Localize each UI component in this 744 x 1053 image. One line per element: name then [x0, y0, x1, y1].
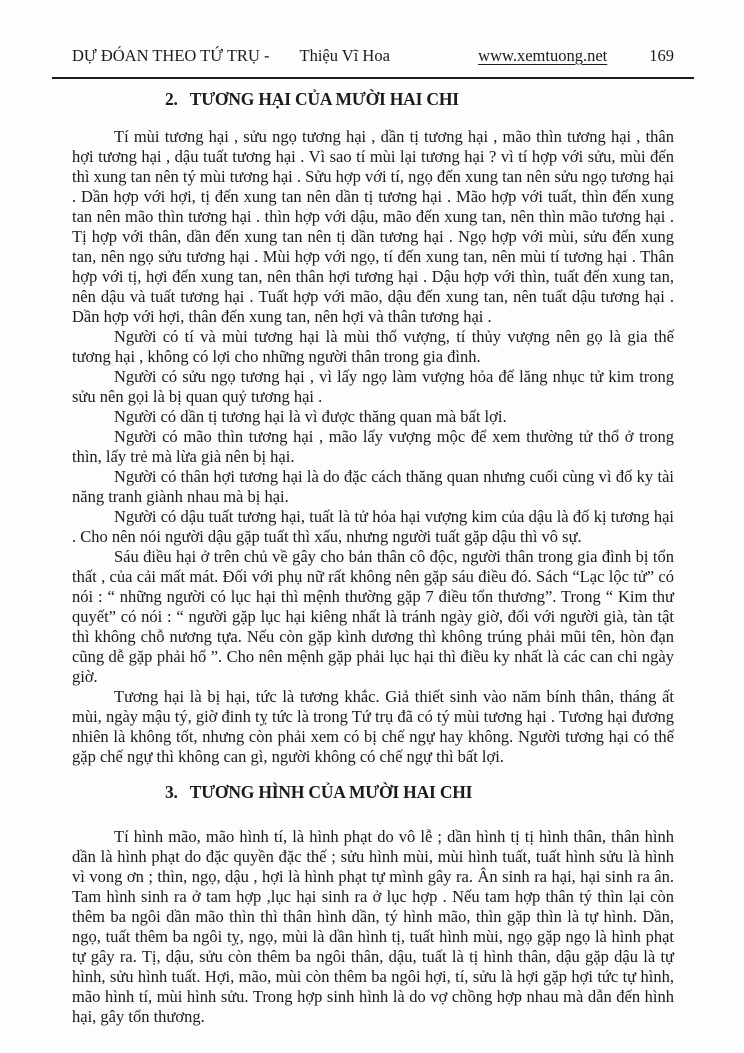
author-name: Thiệu Vĩ Hoa [299, 46, 390, 65]
page-content [72, 89, 674, 1027]
section-2-heading [165, 89, 674, 110]
section-2-number: 2. [165, 89, 178, 109]
paragraph: Người có dần tị tương hại là vì được thăng quan mà bất lợi. [114, 407, 507, 426]
paragraph: Sáu điều hại ở trên chủ về gây cho bản thân cô độc, người thân trong gia đình bị tổn thất , của cải mất mát. Đối với phụ nữ rất không nên gặp sáu điều đó. Sách “Lạc lộc tử” có nói : “ những người có lục hại thì mệnh thường gặp 7 điều tổn thương”. Trong “ Kim thư quyết” có nói : “ người gặp lục hại kiêng nhất là tránh ngày giờ, đối với người già, tàn tật thì không chỗ nương tựa. Nếu còn gặp kình dương thì không trúng phải mũi tên, hòn đạn cũng dễ gặp phải hổ ”. Cho nên mệnh gặp phải lục hại thì điều ky nhất là các can chi ngày giờ. [72, 547, 674, 686]
page-number: 169 [649, 46, 674, 65]
section-3-title: TƯƠNG HÌNH CỦA MƯỜI HAI CHI [189, 782, 473, 802]
section-3-heading [165, 782, 674, 803]
paragraph: Người có sửu ngọ tương hại , vì lấy ngọ làm vượng hỏa để lăng nhục tử kim trong sửu nên gọi là bị quan quỷ tương hại . [72, 367, 674, 406]
section-3-number: 3. [165, 782, 178, 802]
website-link: www.xemtuong.net [478, 46, 608, 65]
page-header [72, 46, 674, 66]
book-title: DỰ ĐÓAN THEO TỨ TRỤ - [72, 46, 270, 65]
paragraph: Người có dậu tuất tương hại, tuất là tử hỏa hại vượng kim của dậu là đố kị tương hại . Cho nên nói người dậu gặp tuất thì xấu, nhưng người tuất gặp dậu thì vô sự. [72, 507, 674, 546]
paragraph: Người có thân hợi tương hại là do đặc cách thăng quan nhưng cuối cùng vì đố ky tài năng tranh giành nhau mà bị hại. [72, 467, 674, 506]
paragraph: Người có mão thìn tương hại , mão lấy vượng mộc để xem thường tử thổ ở trong thìn, lấy trẻ mà lừa già nên bị hại. [72, 427, 674, 466]
paragraph: Tí mùi tương hại , sửu ngọ tương hại , dần tị tương hại , mão thìn tương hại , thân hợi tương hại , dậu tuất tương hại . Vì sao tí mùi lại tương hại ? vì tí hợp với sửu, mùi đến thì xung tan nên tý mùi tương hại . Sửu hợp với tí, ngọ đến xung tan nên sửu ngọ tương hại . Dần hợp với hợi, tị đến xung tan nên dần tị tương hại . Mão hợp với tuất, thìn đến xung tan nên mão thìn tương hại . thìn hợp với dậu, mão đến xung tan, nên thìn mão tương hại . Tị hợp với thân, dần đến xung tan nên tị dần tương hại . Ngọ hợp với mùi, sửu đến xung tan, nên ngọ sửu tương hại . Mùi hợp với ngọ, tí đến xung tan, nên mùi tí tương hại . Thân hợp với tị, hợi đến xung tan, nên thân hợi tương hại . Dậu hợp với thìn, tuất đến xung tan, nên dậu và tuất tương hại . Tuất hợp với mão, dậu đến xung tan, nên tuất dậu tương hại . Dần hợp với hợi, thân đến xung tan, nên hợi và thân tương hại . [72, 127, 674, 326]
paragraph: Tương hại là bị hại, tức là tương khắc. Giả thiết sinh vào năm bính thân, tháng ất mùi, ngày mậu tý, giờ đinh tỵ tức là trong Tứ trụ đã có tý mùi tương hại . Tương hại đương nhiên là không tốt, nhưng còn phải xem có bị chế ngự hay không. Người tương hại có thể gặp chế ngự thì không can gì, người không có chế ngự thì bất lợi. [72, 687, 674, 766]
paragraph: Tí hình mão, mão hình tí, là hình phạt do vô lễ ; dần hình tị tị hình thân, thân hình dần là hình phạt do đặc quyền đặc thế ; sửu hình mùi, mùi hình tuất, tuất hình sửu là hình vì vong ơn ; thìn, ngọ, dậu , hợi là hình phạt tự mình gây ra. Ân sinh ra hại, hại sinh ra ân. Tam hình sinh ra ở tam hợp ,lục hại sinh ra ở lục hợp . Nếu tam hợp thân tý thìn lại còn thêm ba ngôi dần mão thìn thì thân hình dần, tý hình mão, thìn gặp thìn là tự hình. Dần, ngọ, tuất thêm ba ngôi tỵ, ngọ, mùi là dần hình tị, tuất hình mùi, ngọ gặp ngọ là hình phạt tự gây ra. Tị, dậu, sửu còn thêm ba ngôi thân, dậu, tuất là tị hình thân, dậu gặp dậu là tự hình, sửu hình tuất. Hợi, mão, mùi còn thêm ba ngôi hợi, tí, sửu là hợi gặp hợi tức tự hình, mão hình tí, mùi hình sửu. Trong hợp sinh hình là do vợ chồng hợp nhau mà dẫn đến hình hại, gây tổn thương. [72, 827, 674, 1026]
paragraph: Người có tí và mùi tương hại là mùi thổ vượng, tí thủy vượng nên gọ là gia thế tương hại , không có lợi cho những người thân trong gia đình. [72, 327, 674, 366]
header-divider [52, 77, 694, 79]
section-2-title: TƯƠNG HẠI CỦA MƯỜI HAI CHI [189, 89, 459, 109]
